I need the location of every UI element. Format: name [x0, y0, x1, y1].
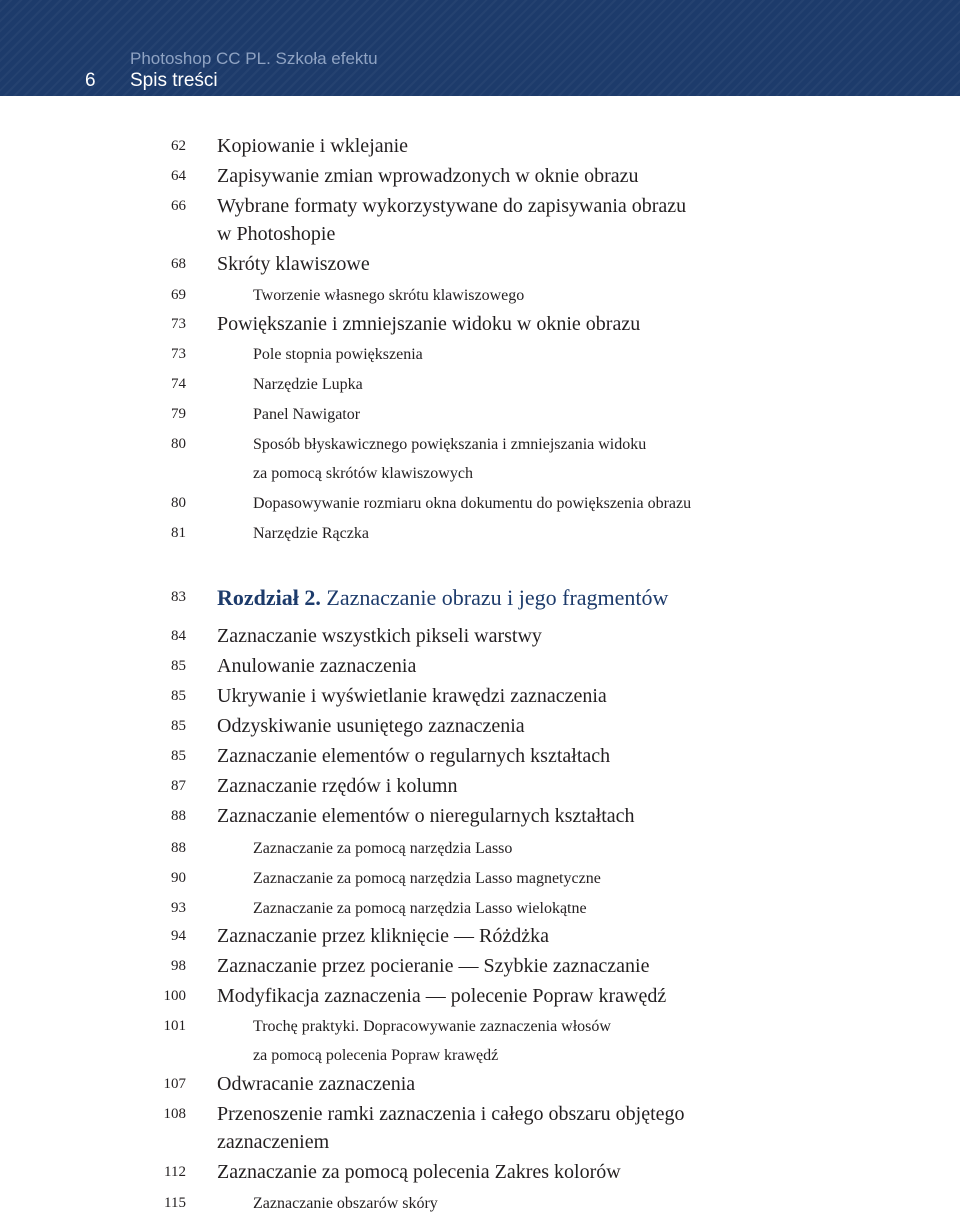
- toc-page-number: 94: [171, 928, 186, 944]
- page-number: 6: [85, 70, 96, 91]
- toc-page-number: 88: [171, 808, 186, 824]
- toc-title: Anulowanie zaznaczenia: [217, 655, 417, 677]
- toc-title-continuation: zaznaczeniem: [217, 1131, 330, 1153]
- toc-title: Zapisywanie zmian wprowadzonych w oknie obrazu: [217, 165, 639, 187]
- toc-title: Narzędzie Lupka: [253, 376, 363, 393]
- chapter-title: [217, 583, 668, 612]
- toc-title: Zaznaczanie wszystkich pikseli warstwy: [217, 625, 542, 647]
- toc-title-continuation: za pomocą polecenia Popraw krawędź: [253, 1047, 499, 1064]
- toc-title: Zaznaczanie elementów o nieregularnych kształtach: [217, 805, 635, 827]
- toc-page-number: 68: [171, 256, 186, 272]
- toc-page-number: 62: [171, 138, 186, 154]
- toc-title: Pole stopnia powiększenia: [253, 346, 423, 363]
- toc-page-number: 85: [171, 688, 186, 704]
- chapter-label: Rozdział 2.: [217, 585, 321, 610]
- chapter-name: Zaznaczanie obrazu i jego fragmentów: [320, 585, 669, 610]
- toc-page-number: 93: [171, 900, 186, 916]
- toc-page-number: 101: [163, 1018, 186, 1034]
- toc-page-number: 79: [171, 406, 186, 422]
- toc-page-number: 108: [163, 1106, 186, 1122]
- toc-page-number: 69: [171, 287, 186, 303]
- toc-page-number: 107: [163, 1076, 186, 1092]
- toc-title: Zaznaczanie obszarów skóry: [253, 1195, 438, 1212]
- toc-title: Narzędzie Rączka: [253, 525, 369, 542]
- toc-title: Zaznaczanie za pomocą narzędzia Lasso magnetyczne: [253, 870, 601, 887]
- toc-title-continuation: za pomocą skrótów klawiszowych: [253, 465, 473, 482]
- toc-title: Panel Nawigator: [253, 406, 361, 423]
- toc-page-number: 84: [171, 628, 186, 644]
- toc-page-number: 87: [171, 778, 186, 794]
- toc-title: Zaznaczanie za pomocą narzędzia Lasso: [253, 840, 513, 857]
- toc-title: Wybrane formaty wykorzystywane do zapisywania obrazu: [217, 195, 687, 217]
- toc-page-number: 90: [171, 870, 186, 886]
- toc-title: Sposób błyskawicznego powiększania i zmniejszania widoku: [253, 436, 647, 453]
- toc-page-number: 74: [171, 376, 186, 392]
- toc-title: Kopiowanie i wklejanie: [217, 135, 409, 157]
- section-title: Spis treści: [130, 70, 218, 91]
- toc-page-number: 88: [171, 840, 186, 856]
- toc-title: Modyfikacja zaznaczenia — polecenie Popraw krawędź: [217, 985, 667, 1007]
- toc-title: Powiększanie i zmniejszanie widoku w oknie obrazu: [217, 313, 641, 335]
- toc-title: Tworzenie własnego skrótu klawiszowego: [253, 287, 525, 304]
- toc-page-number: 85: [171, 748, 186, 764]
- toc-title: Ukrywanie i wyświetlanie krawędzi zaznaczenia: [217, 685, 607, 707]
- toc-title: Dopasowywanie rozmiaru okna dokumentu do powiększenia obrazu: [253, 495, 692, 512]
- toc-title: Zaznaczanie przez kliknięcie — Różdżka: [217, 925, 550, 947]
- toc-title: Zaznaczanie rzędów i kolumn: [217, 775, 458, 797]
- toc-page-number: 81: [171, 525, 186, 541]
- toc-page-number: 98: [171, 958, 186, 974]
- toc-page-number: 64: [171, 168, 186, 184]
- toc-page-number: 85: [171, 658, 186, 674]
- toc-title: Zaznaczanie za pomocą narzędzia Lasso wielokątne: [253, 900, 587, 917]
- toc-page-number: 66: [171, 198, 186, 214]
- toc-page-number: 112: [164, 1164, 186, 1180]
- toc-page-number: 83: [171, 589, 186, 605]
- toc-title-continuation: w Photoshopie: [217, 223, 336, 245]
- book-title: Photoshop CC PL. Szkoła efektu: [130, 49, 378, 68]
- toc-title: Zaznaczanie za pomocą polecenia Zakres kolorów: [217, 1161, 621, 1183]
- toc-page-number: 100: [163, 988, 186, 1004]
- toc-page-number: 80: [171, 495, 186, 511]
- toc-title: Odzyskiwanie usuniętego zaznaczenia: [217, 715, 525, 737]
- toc-title: Skróty klawiszowe: [217, 253, 370, 275]
- toc-title: Zaznaczanie elementów o regularnych kształtach: [217, 745, 611, 767]
- toc-title: Trochę praktyki. Dopracowywanie zaznaczenia włosów: [253, 1018, 611, 1035]
- toc-title: Przenoszenie ramki zaznaczenia i całego obszaru objętego: [217, 1103, 685, 1125]
- toc-page-number: 73: [171, 316, 186, 332]
- toc-page-number: 80: [171, 436, 186, 452]
- toc-title: Odwracanie zaznaczenia: [217, 1073, 416, 1095]
- toc-page-number: 85: [171, 718, 186, 734]
- toc-page-number: 73: [171, 346, 186, 362]
- toc-title: Zaznaczanie przez pocieranie — Szybkie zaznaczanie: [217, 955, 650, 977]
- toc-page-number: 115: [164, 1195, 186, 1211]
